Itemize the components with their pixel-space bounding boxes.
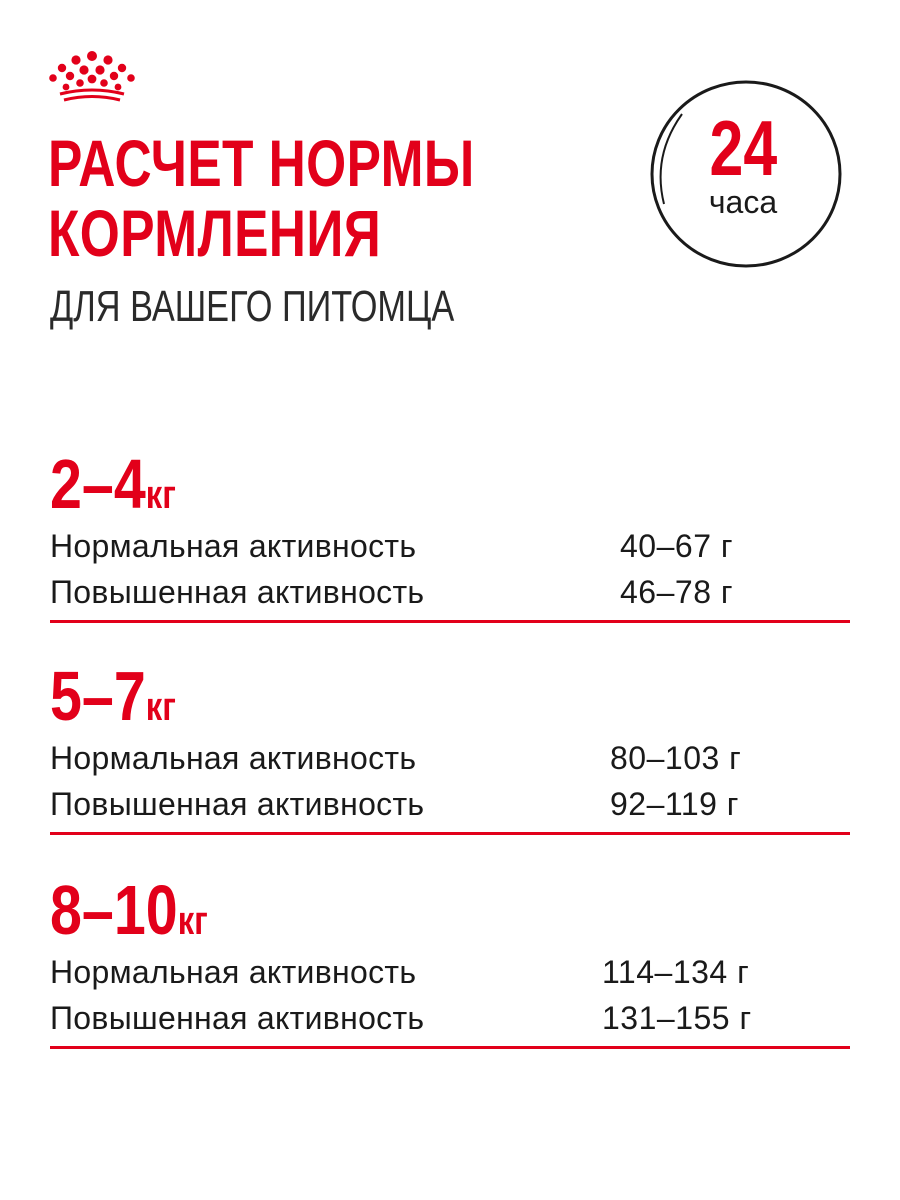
table-row	[50, 736, 850, 780]
activity-label: Нормальная активность	[50, 954, 417, 990]
table-row	[50, 524, 850, 568]
weight-heading	[50, 871, 208, 949]
hours-badge	[638, 76, 848, 272]
activity-label: Нормальная активность	[50, 740, 417, 776]
portion-value: 114–134 г	[602, 954, 750, 990]
section-divider	[50, 620, 850, 623]
badge-unit: часа	[708, 184, 778, 220]
weight-section-1	[50, 445, 850, 628]
weight-unit: кг	[177, 899, 208, 943]
weight-range: 2–4	[50, 445, 146, 523]
weight-heading	[50, 657, 176, 735]
page-subtitle: ДЛЯ ВАШЕГО ПИТОМЦА	[50, 282, 455, 331]
activity-label: Нормальная активность	[50, 528, 417, 564]
crown-logo	[46, 50, 138, 102]
weight-section-2	[50, 657, 850, 840]
table-row	[50, 950, 850, 994]
portion-value: 131–155 г	[602, 1000, 752, 1036]
portion-value: 40–67 г	[620, 528, 734, 564]
table-row	[50, 782, 850, 826]
weight-range: 8–10	[50, 871, 178, 949]
activity-label: Повышенная активность	[50, 574, 425, 610]
page-title	[48, 128, 475, 268]
portion-value: 80–103 г	[610, 740, 742, 776]
badge-number: 24	[709, 104, 777, 192]
portion-value: 92–119 г	[610, 786, 739, 822]
weight-range: 5–7	[50, 657, 146, 735]
activity-label: Повышенная активность	[50, 1000, 425, 1036]
weight-unit: кг	[145, 473, 176, 517]
activity-label: Повышенная активность	[50, 786, 425, 822]
weight-section-3	[50, 871, 850, 1054]
section-divider	[50, 832, 850, 835]
title-line-2: КОРМЛЕНИЯ	[48, 196, 382, 270]
weight-heading	[50, 445, 176, 523]
weight-unit: кг	[145, 685, 176, 729]
table-row	[50, 996, 850, 1040]
table-row	[50, 570, 850, 614]
section-divider	[50, 1046, 850, 1049]
portion-value: 46–78 г	[620, 574, 734, 610]
title-line-1: РАСЧЕТ НОРМЫ	[48, 126, 475, 200]
